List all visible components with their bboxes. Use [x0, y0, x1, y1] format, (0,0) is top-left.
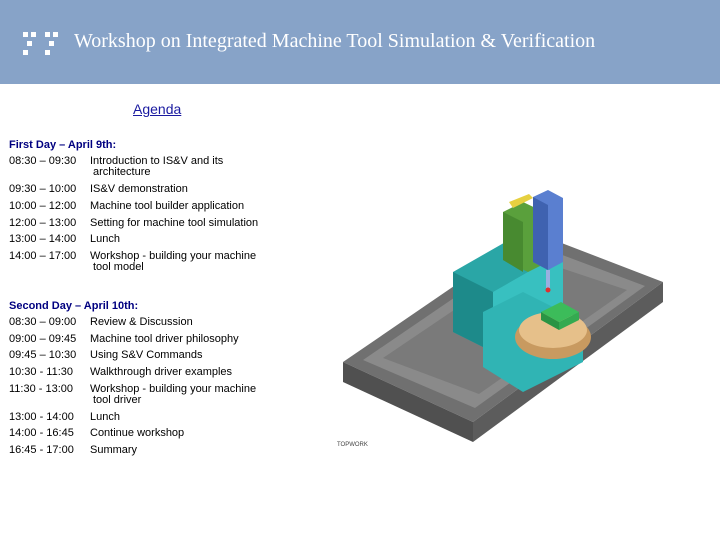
- schedule-time: 11:30 - 13:00: [9, 383, 74, 395]
- schedule-desc: IS&V demonstration: [90, 183, 188, 195]
- schedule-desc: Lunch: [90, 233, 120, 245]
- header-banner: [0, 0, 720, 84]
- schedule-desc: Walkthrough driver examples: [90, 366, 233, 378]
- schedule-time: 09:30 – 10:00: [9, 183, 77, 195]
- schedule-desc: Summary: [90, 444, 138, 456]
- day2-heading: Second Day – April 10th:: [9, 300, 139, 312]
- day1-heading: First Day – April 9th:: [9, 139, 117, 151]
- schedule-desc: Using S&V Commands: [90, 349, 203, 361]
- schedule-desc: Introduction to IS&V and its architecture: [90, 155, 224, 178]
- machine-tool-image: [333, 162, 673, 450]
- schedule-time: 09:00 – 09:45: [9, 333, 77, 345]
- schedule-time: 09:45 – 10:30: [9, 349, 77, 361]
- page-title: Workshop on Integrated Machine Tool Simulation & Verification: [74, 30, 596, 52]
- schedule-time: 14:00 - 16:45: [9, 427, 74, 439]
- image-caption: TOPWORK: [337, 442, 368, 448]
- schedule-time: 12:00 – 13:00: [9, 217, 77, 229]
- dots-logo-icon: [22, 31, 62, 57]
- schedule-time: 13:00 – 14:00: [9, 233, 77, 245]
- schedule-desc: Continue workshop: [90, 427, 185, 439]
- schedule-desc: Machine tool driver philosophy: [90, 333, 239, 345]
- schedule-time: 08:30 – 09:00: [9, 316, 77, 328]
- schedule-time: 10:00 – 12:00: [9, 200, 77, 212]
- schedule-desc: Setting for machine tool simulation: [90, 217, 259, 229]
- schedule-time: 13:00 - 14:00: [9, 411, 74, 423]
- schedule-desc: Workshop - building your machine tool driver: [90, 383, 257, 406]
- schedule-desc: Workshop - building your machine tool model: [90, 250, 257, 273]
- schedule-time: 08:30 – 09:30: [9, 155, 77, 167]
- schedule-desc: Lunch: [90, 411, 120, 423]
- schedule-desc: Review & Discussion: [90, 316, 193, 328]
- schedule-desc: Machine tool builder application: [90, 200, 245, 212]
- schedule-time: 16:45 - 17:00: [9, 444, 74, 456]
- schedule-time: 10:30 - 11:30: [9, 366, 74, 378]
- agenda-link[interactable]: Agenda: [133, 101, 182, 117]
- schedule-time: 14:00 – 17:00: [9, 250, 77, 262]
